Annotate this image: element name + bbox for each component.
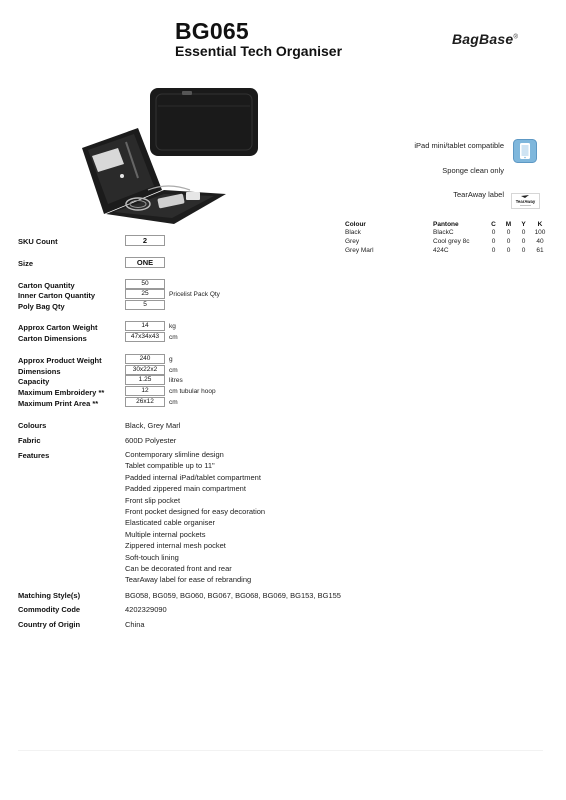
inner-carton-quantity-label: Inner Carton Quantity (18, 291, 96, 300)
features-label: Features (18, 451, 50, 460)
carton-quantity-value: 50 (125, 279, 165, 289)
list-item: Front pocket designed for easy decoration (125, 506, 266, 516)
table-row (345, 228, 549, 237)
c-cell: 0 (491, 247, 496, 254)
tablet-icon (513, 139, 537, 163)
y-header: Y (521, 220, 526, 228)
dimensions-label: Dimensions (18, 367, 61, 376)
c-cell: 0 (491, 238, 496, 245)
colours-label: Colours (18, 421, 47, 430)
capacity-unit: litres (169, 377, 183, 384)
commodity-code-label: Commodity Code (18, 605, 81, 614)
size-label: Size (18, 259, 34, 268)
product-code: BG065 (175, 18, 249, 44)
k-cell: 40 (536, 238, 544, 245)
list-item: Tablet compatible up to 11" (125, 461, 215, 471)
list-item: Padded internal iPad/tablet compartment (125, 472, 261, 482)
carton-dimensions-unit: cm (169, 334, 178, 341)
y-cell: 0 (521, 238, 526, 245)
carton-dimensions-value: 47x34x43 (125, 332, 165, 342)
country-of-origin-value: China (125, 620, 145, 629)
colour-cell: Grey Marl (345, 247, 374, 254)
brand-name: BagBase (452, 31, 514, 47)
sku-count-value: 2 (125, 235, 165, 246)
m-header: M (505, 220, 512, 228)
pantone-header: Pantone (433, 220, 459, 228)
product-image (78, 86, 278, 226)
pantone-cell: BlackC (433, 229, 454, 236)
carton-dimensions-label: Carton Dimensions (18, 334, 87, 343)
product-weight-value: 240 (125, 354, 165, 364)
list-item: Zippered internal mesh pocket (125, 541, 226, 551)
c-cell: 0 (491, 229, 496, 236)
size-value: ONE (125, 257, 165, 268)
pantone-cell: Cool grey 8c (433, 238, 470, 245)
colour-table (345, 220, 549, 255)
list-item: TearAway label for ease of rebranding (125, 575, 252, 585)
feature-sponge-clean: Sponge clean only (442, 166, 504, 175)
fabric-label: Fabric (18, 436, 41, 445)
carton-quantity-label: Carton Quantity (18, 281, 75, 290)
max-print-area-unit: cm (169, 399, 178, 406)
footer-divider (18, 750, 543, 751)
brand-logo (452, 31, 518, 47)
c-header: C (491, 220, 496, 228)
feature-tablet-compatible: iPad mini/tablet compatible (414, 141, 504, 150)
list-item: Contemporary slimline design (125, 450, 224, 459)
table-row (345, 237, 549, 246)
poly-bag-qty-value: 5 (125, 300, 165, 310)
matching-styles-value: BG058, BG059, BG060, BG067, BG068, BG069, BG153, BG155 (125, 591, 341, 600)
colour-cell: Grey (345, 238, 360, 245)
poly-bag-qty-label: Poly Bag Qty (18, 302, 65, 311)
list-item: Multiple internal pockets (125, 529, 206, 539)
matching-styles-label: Matching Style(s) (18, 591, 81, 600)
list-item: Padded zippered main compartment (125, 484, 246, 494)
k-cell: 61 (536, 247, 544, 254)
list-item: Elasticated cable organiser (125, 518, 216, 528)
list-item: Soft-touch lining (125, 552, 179, 562)
carton-weight-value: 14 (125, 321, 165, 331)
k-header: K (537, 220, 543, 228)
table-row (345, 246, 549, 255)
product-weight-unit: g (169, 356, 173, 363)
m-cell: 0 (506, 229, 511, 236)
inner-carton-quantity-value: 25 (125, 289, 165, 299)
m-cell: 0 (506, 247, 511, 254)
m-cell: 0 (506, 238, 511, 245)
colour-cell: Black (345, 229, 361, 236)
commodity-code-value: 4202329090 (125, 605, 167, 614)
list-item: Front slip pocket (125, 495, 181, 505)
colour-table-header (345, 220, 549, 228)
capacity-value: 1.25 (125, 375, 165, 385)
features-list (125, 449, 265, 586)
list-item: Can be decorated front and rear (125, 563, 232, 573)
pricelist-pack-qty-note: Pricelist Pack Qty (169, 291, 220, 298)
y-cell: 0 (521, 229, 526, 236)
brand-registered-mark: ® (513, 34, 518, 41)
k-cell: 100 (534, 229, 546, 236)
colour-header: Colour (345, 220, 366, 228)
max-print-area-label: Maximum Print Area ** (18, 399, 99, 408)
dimensions-value: 30x22x2 (125, 365, 165, 375)
country-of-origin-label: Country of Origin (18, 620, 81, 629)
feature-tearaway-label: TearAway label (453, 190, 504, 199)
tearaway-icon-text: TearAway (515, 199, 536, 204)
sku-count-label: SKU Count (18, 237, 58, 246)
max-embroidery-value: 12 (125, 386, 165, 396)
tearaway-label-icon (511, 193, 540, 209)
capacity-label: Capacity (18, 377, 50, 386)
product-name: Essential Tech Organiser (175, 43, 343, 59)
dimensions-unit: cm (169, 367, 178, 374)
colours-value: Black, Grey Marl (125, 421, 181, 430)
y-cell: 0 (521, 247, 526, 254)
carton-weight-unit: kg (169, 323, 176, 330)
max-embroidery-label: Maximum Embroidery ** (18, 388, 105, 397)
pantone-cell: 424C (433, 247, 449, 254)
max-embroidery-unit: cm tubular hoop (169, 388, 216, 395)
carton-weight-label: Approx Carton Weight (18, 323, 98, 332)
max-print-area-value: 26x12 (125, 397, 165, 407)
fabric-value: 600D Polyester (125, 436, 177, 445)
product-weight-label: Approx Product Weight (18, 356, 102, 365)
